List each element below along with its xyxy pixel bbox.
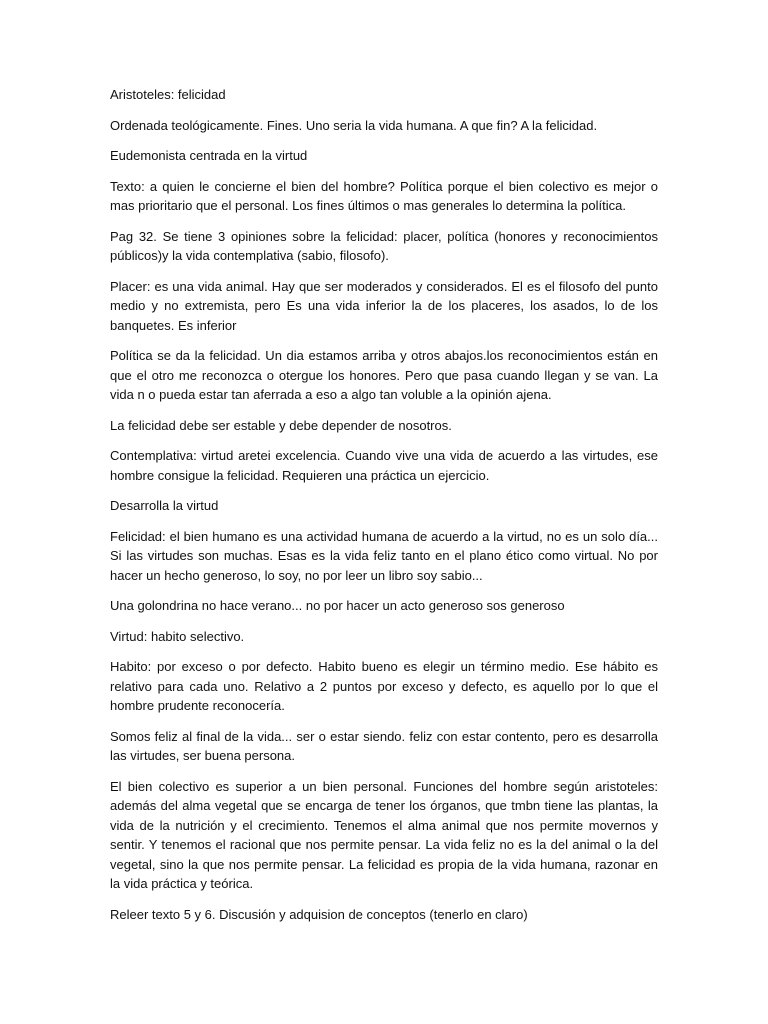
document-heading: Aristoteles: felicidad [110,87,226,102]
paragraph: Virtud: habito selectivo. [110,628,245,644]
paragraph: Somos feliz al final de la vida... ser o estar siendo. feliz con estar contento, pero es desarrolla las virtudes, ser buena persona. [110,728,658,763]
paragraph: Felicidad: el bien humano es una actividad humana de acuerdo a la virtud, no es un solo día... Si las virtudes son muchas. Esas es la vida feliz tanto en el plano ético como virtual. No por hacer un hecho generoso, lo soy, no por leer un libro soy sabio... [110,528,658,583]
paragraph: Ordenada teológicamente. Fines. Uno seria la vida humana. A que fin? A la felicidad. [110,117,598,133]
paragraph: Contemplativa: virtud aretei excelencia. Cuando vive una vida de acuerdo a las virtudes, ese hombre consigue la felicidad. Requieren una práctica un ejercicio. [110,448,658,483]
document-body [110,85,658,935]
paragraph: La felicidad debe ser estable y debe depender de nosotros. [110,417,452,433]
paragraph: Pag 32. Se tiene 3 opiniones sobre la felicidad: placer, política (honores y reconocimientos públicos)y la vida contemplativa (sabio, filosofo). [110,228,658,263]
paragraph: Texto: a quien le concierne el bien del hombre? Política porque el bien colectivo es mejor o mas prioritario que el personal. Los fines últimos o mas generales lo determina la política. [110,178,658,213]
paragraph: Habito: por exceso o por defecto. Habito bueno es elegir un término medio. Ese hábito es relativo para cada uno. Relativo a 2 puntos por exceso y defecto, es aquello por lo que el hombre prudente reconocería. [110,659,658,713]
paragraph: Desarrolla la virtud [110,498,219,513]
paragraph: Placer: es una vida animal. Hay que ser moderados y considerados. El es el filosofo del punto medio y no extremista, pero Es una vida inferior la de los placeres, los asados, lo de los banquetes. Es inferior [110,278,658,333]
paragraph: Una golondrina no hace verano... no por hacer un acto generoso sos generoso [110,598,565,613]
paragraph: Eudemonista centrada en la virtud [110,148,308,163]
paragraph: El bien colectivo es superior a un bien personal. Funciones del hombre según aristoteles: además del alma vegetal que se encarga de tener los órganos, que tmbn tiene las plantas, la vida de la nutrición y el crecimiento. Tenemos el alma animal que nos permite movernos y sentir. Y tenemos el racional que nos permite pensar. La vida feliz no es la del animal o la del vegetal, sino la que nos permite pensar. La felicidad es propia de la vida humana, razonar en la vida práctica y teórica. [110,778,658,891]
paragraph: Releer texto 5 y 6. Discusión y adquision de conceptos (tenerlo en claro) [110,906,528,922]
paragraph: Política se da la felicidad. Un dia estamos arriba y otros abajos.los reconocimientos están en que el otro me reconozca o otergue los honores. Pero que pasa cuando llegan y se van. La vida n o pueda estar tan aferrada a eso a algo tan voluble a la opinión ajena. [110,348,658,402]
